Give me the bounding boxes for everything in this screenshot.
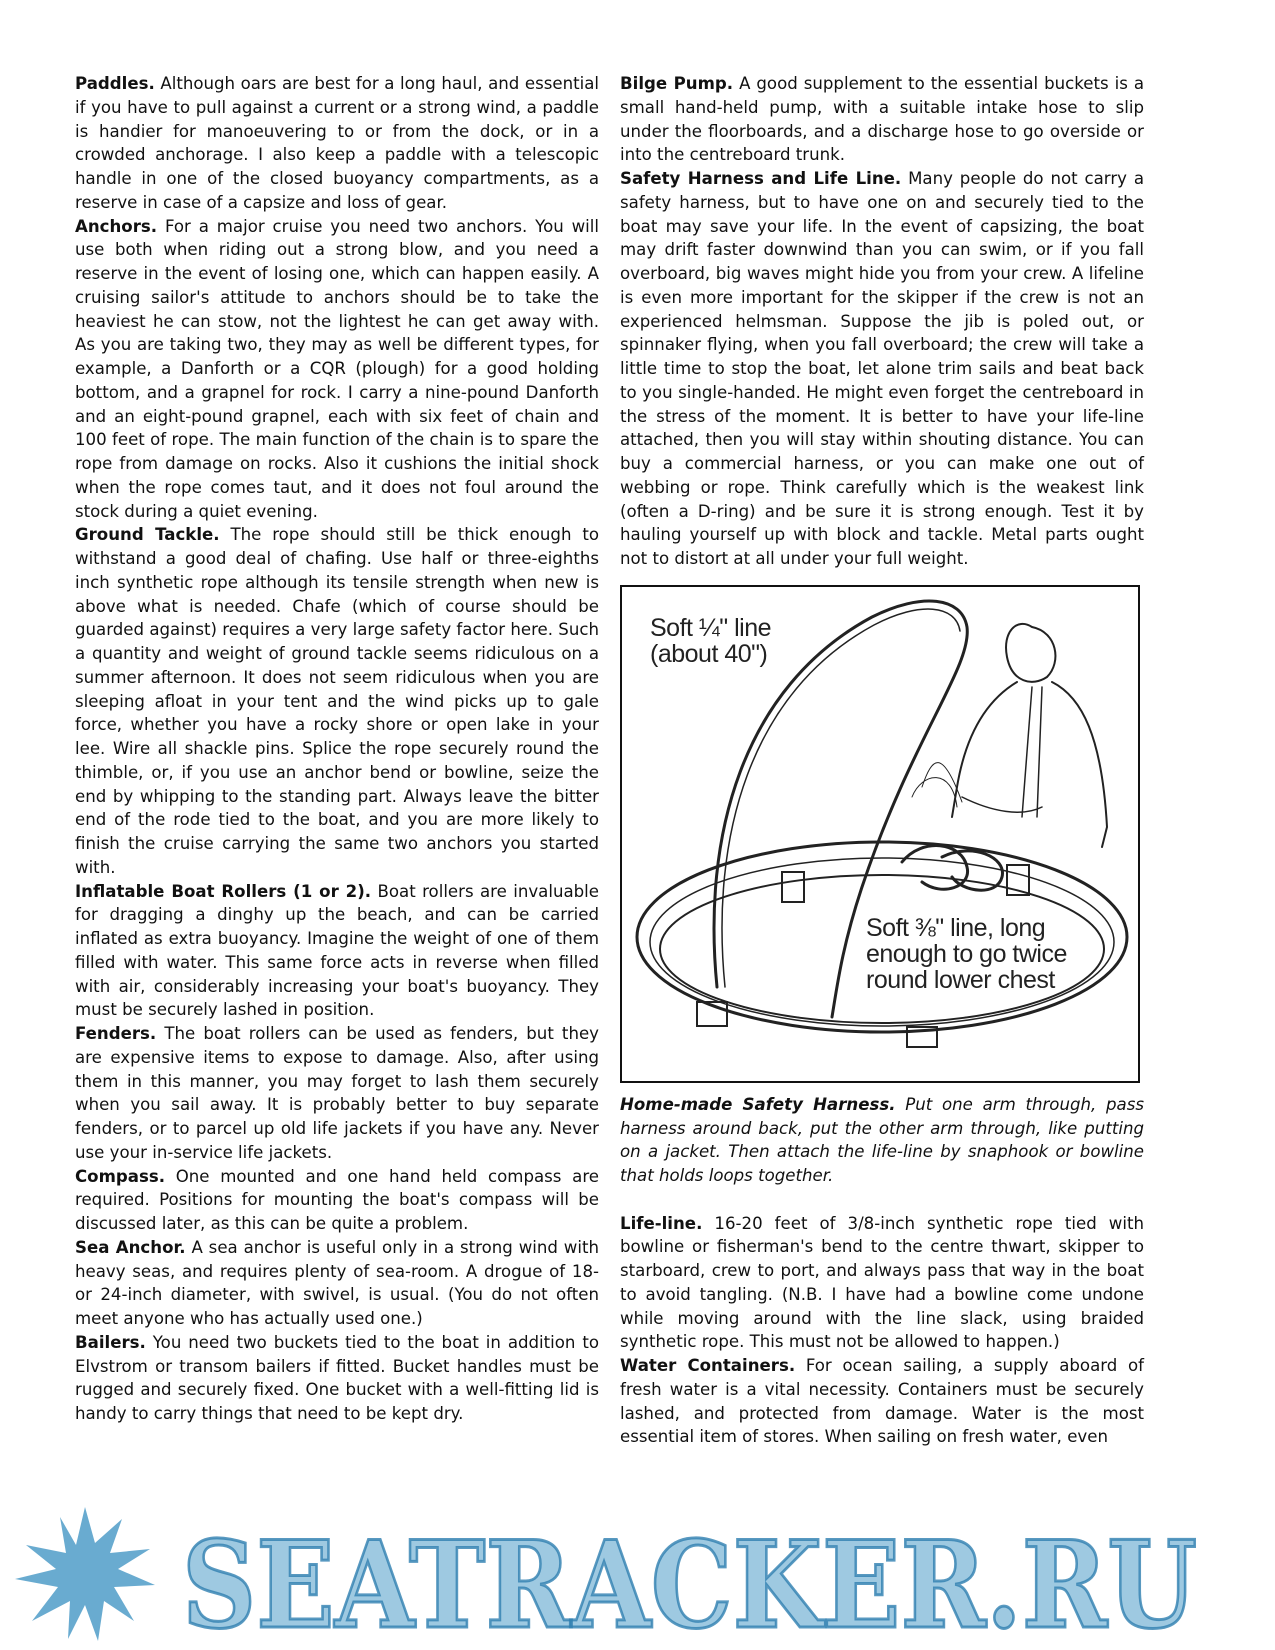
heading: Sea Anchor. <box>75 1237 186 1257</box>
heading: Bailers. <box>75 1332 146 1352</box>
paragraph-safety-harness <box>620 167 1144 571</box>
body-text: You need two buckets tied to the boat in addition to Elvstrom or transom bailers if fitted. Bucket handles must be rugged and securely fixed. One bucket with a well-fitting lid is handy to carry things that need to be kept dry. <box>75 1332 599 1423</box>
heading: Compass. <box>75 1166 166 1186</box>
body-text: A sea anchor is useful only in a strong wind with heavy seas, and requires plenty of sea-room. A drogue of 18- or 24-inch diameter, with swivel, is usual. (You do not often meet anyone who has actually used one.) <box>75 1237 599 1328</box>
paragraph-bailers <box>75 1331 599 1426</box>
paragraph-bilge-pump <box>620 72 1144 167</box>
label-line: Soft ¼" line <box>650 613 772 642</box>
heading: Ground Tackle. <box>75 525 220 545</box>
paragraph-compass <box>75 1165 599 1236</box>
paragraph-boat-rollers <box>75 880 599 1023</box>
bottom-line-label <box>866 915 1067 993</box>
body-text: One mounted and one hand held compass are required. Positions for mounting the boat's compass will be discussed later, as this can be quite a problem. <box>75 1166 599 1233</box>
body-text: 16-20 feet of 3/8-inch synthetic rope tied with bowline or fisherman's bend to the centre thwart, skipper to starboard, crew to port, and always pass that way in the boat to avoid tangling. (N.B. I have had a bowline come undone while moving around with the line slack, using braided synthetic rope. This must not be allowed to happen.) <box>620 1213 1144 1352</box>
heading: Life-line. <box>620 1213 703 1233</box>
paragraph-anchors <box>75 215 599 524</box>
label-line: round lower chest <box>866 965 1055 994</box>
watermark-text: SEATRACKER.RU <box>182 1515 1197 1650</box>
label-line: enough to go twice <box>866 939 1067 968</box>
seatracker-watermark <box>0 1505 1275 1650</box>
paragraph-water-containers <box>620 1354 1144 1449</box>
heading: Anchors. <box>75 216 158 236</box>
spacer <box>620 1188 1144 1212</box>
harness-illustration <box>620 585 1140 1083</box>
body-text: For a major cruise you need two anchors. You will use both when riding out a strong blow, and you need a reserve in the event of losing one, which can happen easily. A cruising sailor's attitude to anchors should be to take the heaviest he can stow, not the lightest he can get away with. As you are taking two, they may as well be different types, for example, a Danforth or a CQR (plough) for a good holding bottom, and a grapnel for rock. I carry a nine-pound Danforth and an eight-pound grapnel, each with six feet of chain and 100 feet of rope. The main function of the chain is to spare the rope from damage on rocks. Also it cushions the initial shock when the rope comes taut, and it does not foul around the stock during a quiet evening. <box>75 216 599 521</box>
body-text: The boat rollers can be used as fenders, but they are expensive items to expose to damage. Also, after using them in this manner, you may forget to lash them securely when you sail away. It is probably better to buy separate fenders, or to parcel up old life jackets if you have any. Never use your in-service life jackets. <box>75 1024 599 1162</box>
top-line-label <box>650 615 771 667</box>
paragraph-sea-anchor <box>75 1236 599 1331</box>
heading: Inflatable Boat Rollers (1 or 2). <box>75 881 372 901</box>
heading: Fenders. <box>75 1024 157 1043</box>
paragraph-ground-tackle <box>75 523 599 879</box>
paragraph-life-line <box>620 1212 1144 1355</box>
paragraph-fenders <box>75 1022 599 1165</box>
body-text: Although oars are best for a long haul, and essential if you have to pull against a current or a strong wind, a paddle is handier for manoeuvering to or from the dock, or in a crowded anchorage. I also keep a paddle with a telescopic handle in one of the closed buoyancy compartments, as a reserve in case of a capsize and loss of gear. <box>75 74 599 212</box>
heading: Water Containers. <box>620 1356 796 1375</box>
caption-title: Home-made Safety Harness. <box>620 1094 896 1114</box>
label-line: (about 40") <box>650 639 768 668</box>
starburst-icon <box>15 1507 155 1641</box>
right-column <box>620 72 1144 1449</box>
heading: Bilge Pump. <box>620 74 734 93</box>
body-text: A good supplement to the essential buckets is a small hand-held pump, with a suitable intake hose to slip under the floorboards, and a discharge hose to go overside or into the centreboard trunk. <box>620 74 1144 165</box>
body-text: Boat rollers are invaluable for dragging a dinghy up the beach, and can be carried inflated as extra buoyancy. Imagine the weight of one of them filled with water. This same force acts in reverse when filled with air, considerably increasing your boat's buoyancy. They must be securely lashed in position. <box>75 881 599 1020</box>
paragraph-paddles <box>75 72 599 215</box>
heading: Safety Harness and Life Line. <box>620 169 902 188</box>
label-line: Soft ⅜" line, long <box>866 913 1046 942</box>
body-text: The rope should still be thick enough to withstand a good deal of chafing. Use half or three-eighths inch synthetic rope although its tensile strength when new is above what is needed. Chafe (which of course should be guarded against) requires a very large safety factor here. Such a quantity and weight of ground tackle seems ridiculous on a summer afternoon. It does not seem ridiculous when you are sleeping afloat in your tent and the wind picks up to gale force, whether you have a rocky shore or open lake in your lee. Wire all shackle pins. Splice the rope securely round the thimble, or, if you use an anchor bend or bowline, seize the end by whipping to the standing part. Always leave the bitter end of the rode tied to the boat, and you are more likely to finish the cruise carrying the same two anchors you started with. <box>75 525 600 877</box>
heading: Paddles. <box>75 74 155 93</box>
body-text: For ocean sailing, a supply aboard of fresh water is a vital necessity. Containers must be securely lashed, and protected from damage. Water is the most essential item of stores. When sailing on fresh water, even <box>620 1356 1144 1447</box>
figure-caption <box>620 1093 1144 1188</box>
left-column <box>75 72 599 1426</box>
body-text: Many people do not carry a safety harness, but to have one on and securely tied to the boat may save your life. In the event of capsizing, the boat may drift faster downwind than you can swim, or if you fall overboard, big waves might hide you from your crew. A lifeline is even more important for the skipper if the crew is not an experienced helmsman. Suppose the jib is poled out, or spinnaker flying, when you fall overboard; the crew will take a little time to stop the boat, let alone trim sails and beat back to you single-handed. He might even forget the centreboard in the stress of the moment. It is better to have your life-line attached, then you will stay within shouting distance. You can buy a commercial harness, or you can make one out of webbing or rope. Think carefully which is the weakest link (often a D-ring) and be sure it is strong enough. Test it by hauling yourself up with block and tackle. Metal parts ought not to distort at all under your full weight. <box>620 169 1145 568</box>
caption-text: Put one arm through, pass harness around back, put the other arm through, like putting on a jacket. Then attach the life-line by snaphook or bowline that holds loops together. <box>620 1094 1144 1185</box>
